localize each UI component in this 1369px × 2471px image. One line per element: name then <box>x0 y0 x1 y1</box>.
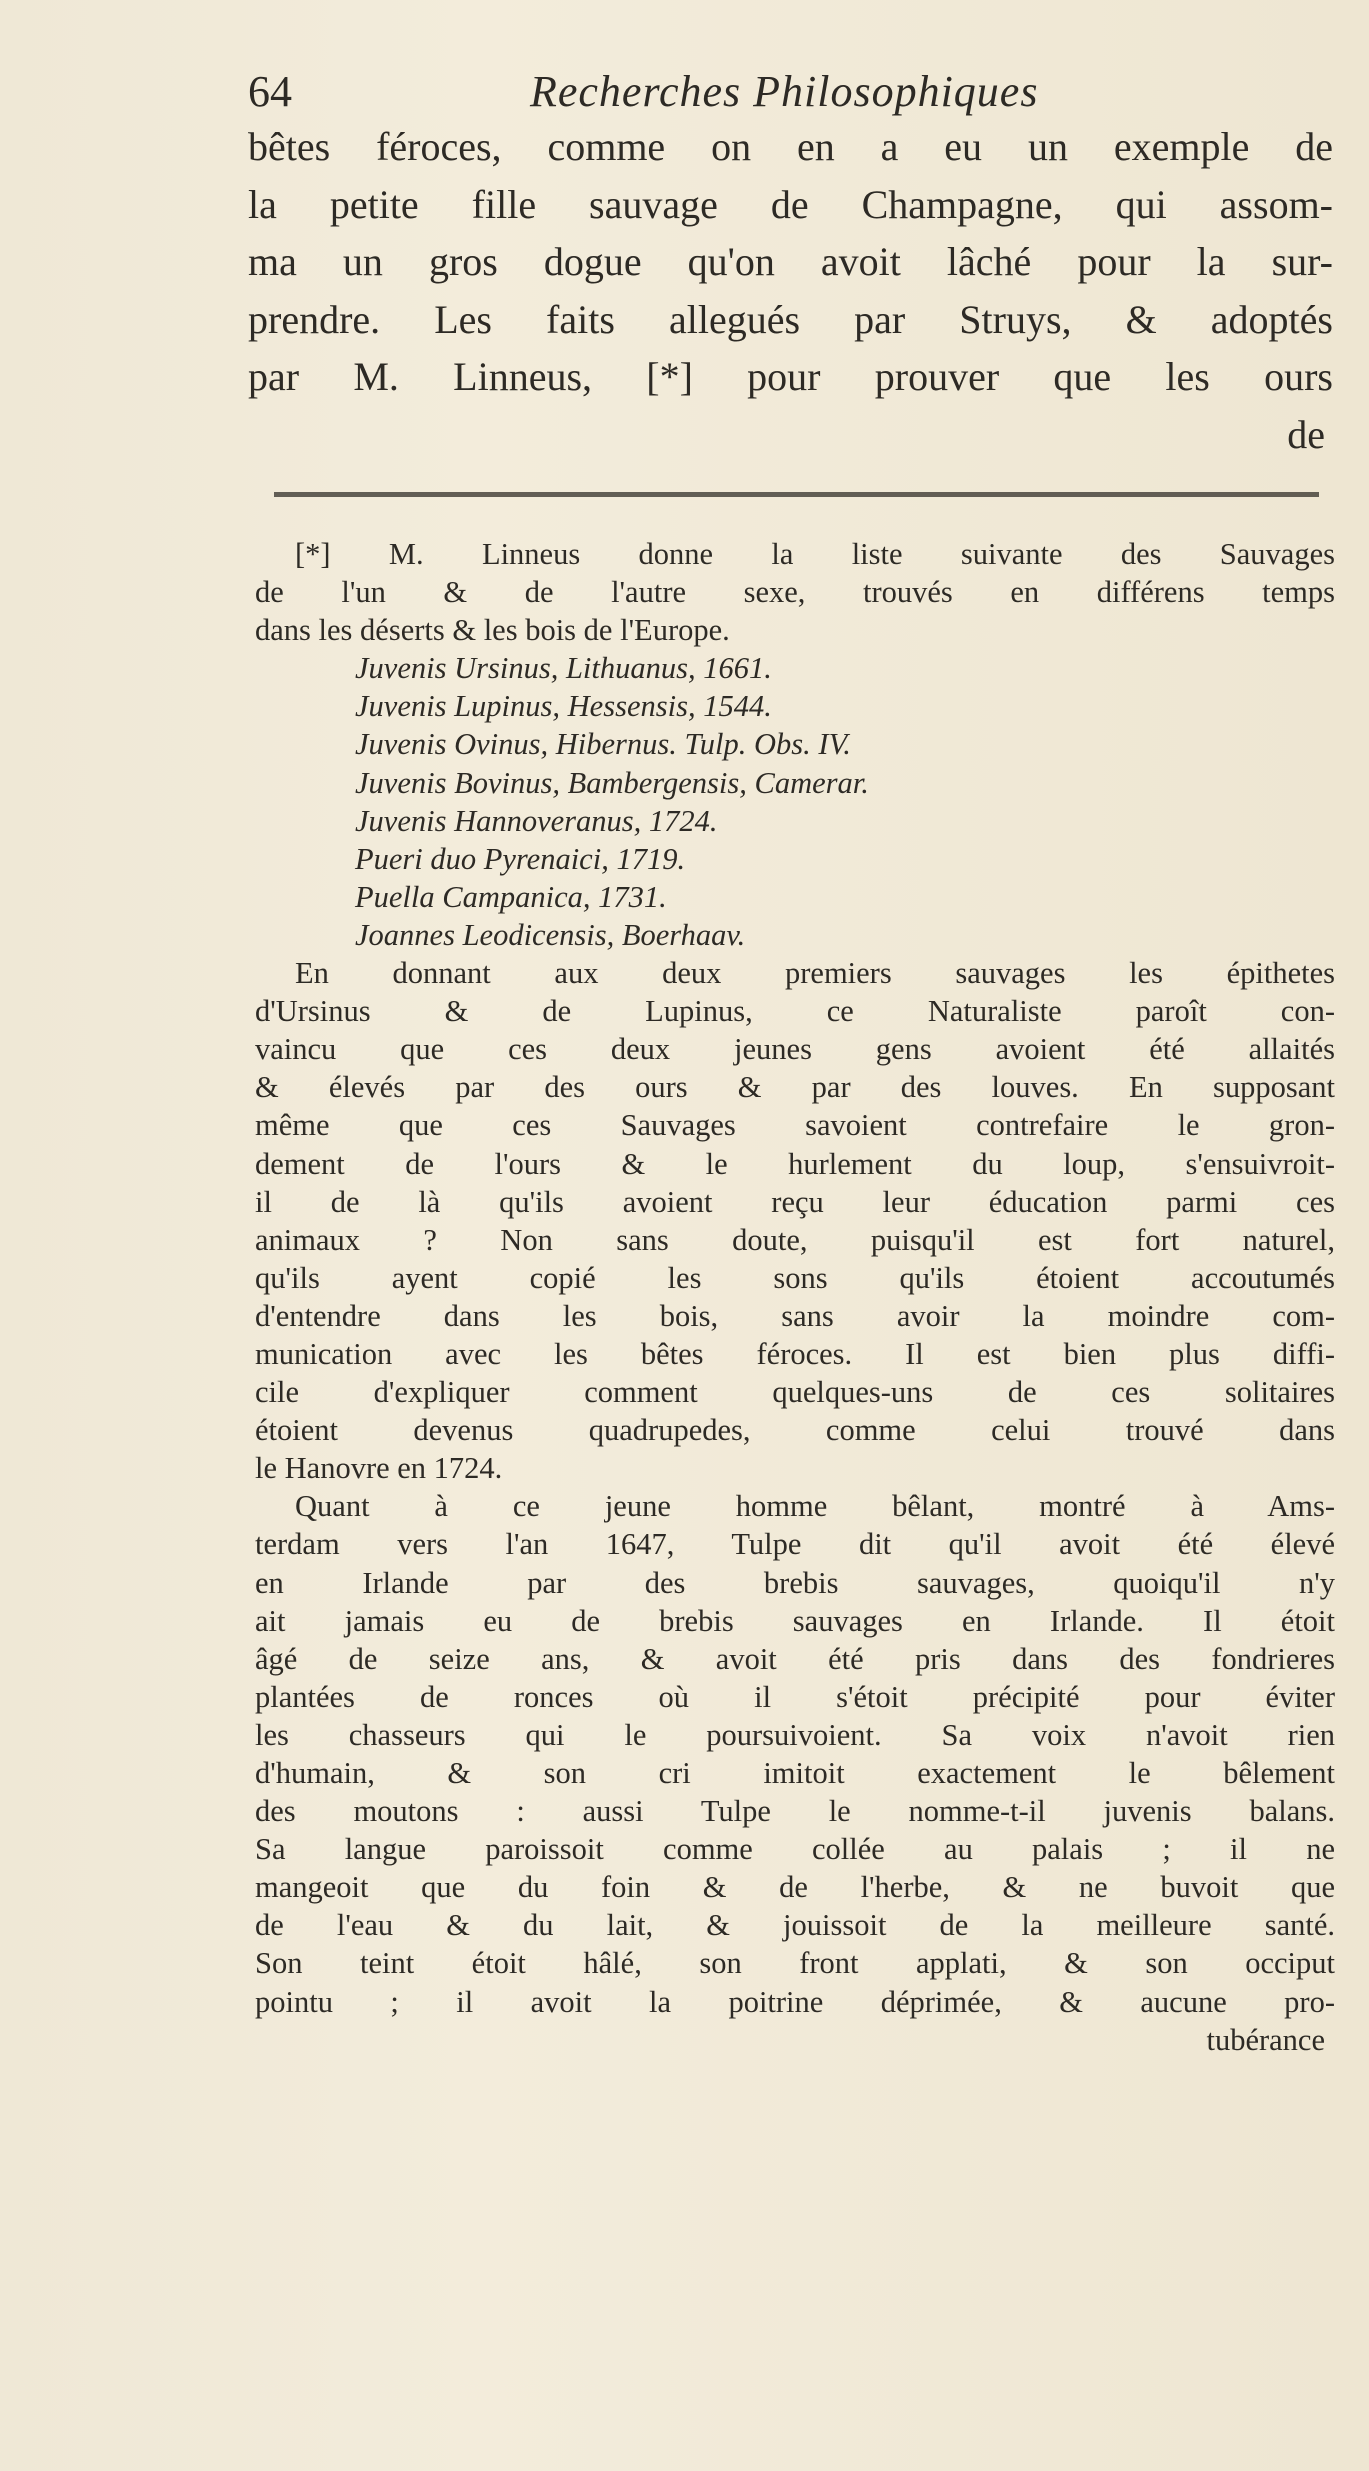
main-text-line: ma un gros dogue qu'on avoit lâché pour la sur- <box>248 239 1333 284</box>
list-item: Juvenis Lupinus, Hessensis, 1544. <box>355 689 772 724</box>
main-text-line: la petite fille sauvage de Champagne, qui assom- <box>248 181 1333 227</box>
list-item: Juvenis Ovinus, Hibernus. Tulp. Obs. IV. <box>355 727 851 762</box>
footnote-line: il de là qu'ils avoient reçu leur éducation parmi ces <box>255 1184 1335 1219</box>
footnote-line: vaincu que ces deux jeunes gens avoient été allaités <box>255 1032 1335 1067</box>
footnote-rule <box>274 492 1319 497</box>
footnote-line: Quant à ce jeune homme bêlant, montré à Ams- <box>295 1489 1335 1524</box>
footnote-line: animaux ? Non sans doute, puisqu'il est fort naturel, <box>255 1222 1335 1257</box>
catchword: de <box>1287 411 1325 457</box>
running-title: Recherches Philosophiques <box>530 67 1039 116</box>
footnote-line: âgé de seize ans, & avoit été pris dans des fondrieres <box>255 1641 1335 1676</box>
footnote-line: pointu ; il avoit la poitrine déprimée, & aucune pro- <box>255 1984 1335 2019</box>
footnote-line: les chasseurs qui le poursuivoient. Sa voix n'avoit rien <box>255 1717 1335 1752</box>
footnote-line: dement de l'ours & le hurlement du loup, s'ensuivroit- <box>255 1146 1335 1181</box>
list-item: Puella Campanica, 1731. <box>355 879 667 914</box>
footnote-line: des moutons : aussi Tulpe le nomme-t-il juvenis balans. <box>255 1794 1335 1829</box>
footnote-line: Sa langue paroissoit comme collée au palais ; il ne <box>255 1832 1335 1867</box>
footnote-line: mangeoit que du foin & de l'herbe, & ne buvoit que <box>255 1870 1335 1905</box>
footnote-line: dans les déserts & les bois de l'Europe. <box>255 613 730 648</box>
page-number: 64 <box>248 67 292 116</box>
list-item: Joannes Leodicensis, Boerhaav. <box>355 917 746 952</box>
footnote-line: cile d'expliquer comment quelques-uns de ces solitaires <box>255 1375 1335 1410</box>
catchword: tubérance <box>1206 2022 1325 2057</box>
footnote-line: étoient devenus quadrupedes, comme celui trouvé dans <box>255 1413 1335 1448</box>
footnote-line: d'entendre dans les bois, sans avoir la moindre com- <box>255 1298 1335 1333</box>
footnote-line: & élevés par des ours & par des louves. En supposant <box>255 1070 1335 1105</box>
footnote-line: ait jamais eu de brebis sauvages en Irlande. Il étoit <box>255 1603 1335 1638</box>
main-text-line: bêtes féroces, comme on en a eu un exemple de <box>248 124 1333 169</box>
list-item: Juvenis Bovinus, Bambergensis, Camerar. <box>355 765 869 800</box>
footnote-line: terdam vers l'an 1647, Tulpe dit qu'il avoit été élevé <box>255 1527 1335 1562</box>
main-text-line: par M. Linneus, [*] pour prouver que les ours <box>248 354 1333 399</box>
page-header <box>248 62 1108 122</box>
main-text-line: prendre. Les faits allegués par Struys, & adoptés <box>248 296 1333 342</box>
footnote-line: en Irlande par des brebis sauvages, quoiqu'il n'y <box>255 1565 1335 1600</box>
footnote-line: Son teint étoit hâlé, son front applati, & son occiput <box>255 1946 1335 1981</box>
footnote-line: plantées de ronces où il s'étoit précipité pour éviter <box>255 1679 1335 1714</box>
list-item: Pueri duo Pyrenaici, 1719. <box>355 841 686 876</box>
footnote-line: de l'un & de l'autre sexe, trouvés en différens temps <box>255 575 1335 610</box>
footnote-line: le Hanovre en 1724. <box>255 1451 503 1486</box>
footnote-line: même que ces Sauvages savoient contrefaire le gron- <box>255 1108 1335 1143</box>
footnote-line: d'humain, & son cri imitoit exactement le bêlement <box>255 1756 1335 1790</box>
footnote-line: de l'eau & du lait, & jouissoit de la meilleure santé. <box>255 1908 1335 1943</box>
footnote-line: munication avec les bêtes féroces. Il est bien plus diffi- <box>255 1336 1335 1371</box>
footnote-line: [*] M. Linneus donne la liste suivante des Sauvages <box>295 537 1335 571</box>
main-text <box>248 118 1333 463</box>
footnote-line: d'Ursinus & de Lupinus, ce Naturaliste paroît con- <box>255 994 1335 1029</box>
list-item: Juvenis Hannoveranus, 1724. <box>355 803 718 838</box>
list-item: Juvenis Ursinus, Lithuanus, 1661. <box>355 651 772 686</box>
footnote-line: qu'ils ayent copié les sons qu'ils étoient accoutumés <box>255 1260 1335 1295</box>
footnote-line: En donnant aux deux premiers sauvages les épithetes <box>295 956 1335 991</box>
footnote <box>255 535 1335 2059</box>
